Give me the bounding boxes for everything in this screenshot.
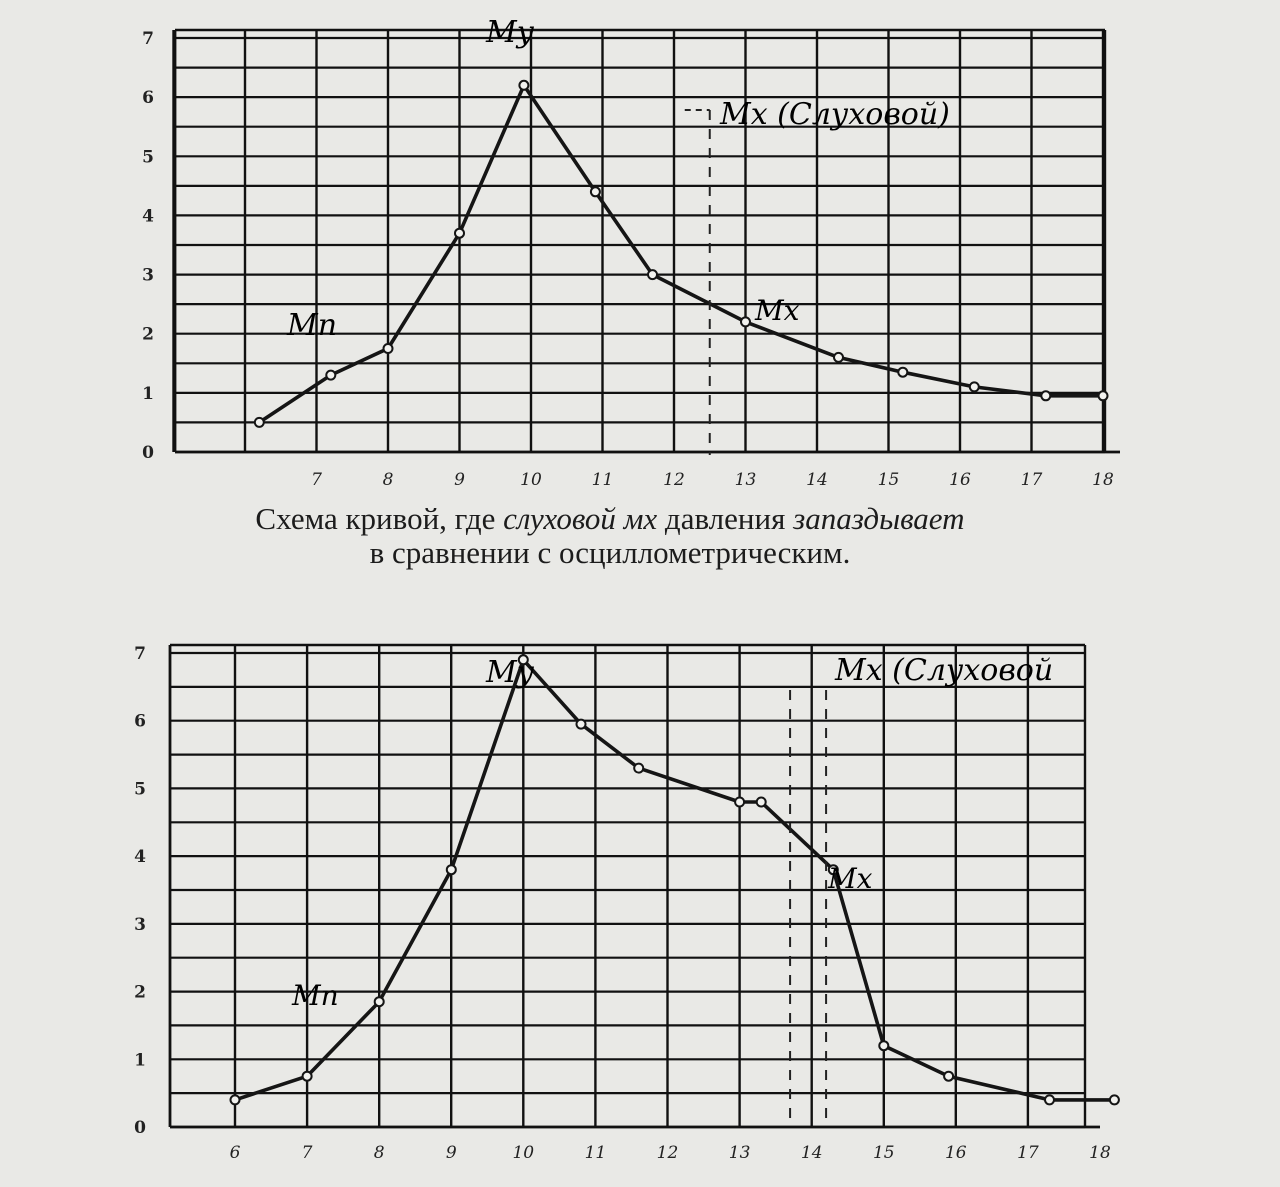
chart-top-data-point [741, 317, 750, 326]
chart-top-x-tick-label: 10 [520, 470, 542, 490]
chart-bottom-y-tick-label: 5 [134, 779, 146, 800]
chart-bottom-x-tick-label: 6 [229, 1143, 241, 1163]
chart-top-y-tick-label: 6 [142, 88, 154, 109]
chart-top-x-tick-label: 16 [949, 470, 971, 490]
chart-bottom-x-tick-label: 13 [728, 1143, 751, 1163]
chart-bottom-series [235, 660, 1114, 1100]
chart-top-data-point [1099, 391, 1108, 400]
caption-part-2: давления [657, 501, 794, 536]
chart-bottom-data-point [757, 798, 766, 807]
chart-bottom-data-point [1110, 1095, 1119, 1104]
chart-top-y-tick-label: 5 [142, 147, 154, 168]
chart-bottom-label-mx-hearing: Мх (Слуховой [835, 653, 1054, 688]
chart-top-data-point [1041, 391, 1050, 400]
chart-top-y-tick-label: 0 [142, 443, 154, 463]
chart-top-y-ticks [142, 29, 154, 463]
chart-bottom-series-line [235, 660, 1114, 1100]
caption-line-2: в сравнении с осциллометрическим. [369, 535, 851, 570]
chart-bottom-y-tick-label: 0 [134, 1118, 146, 1138]
chart-top-x-tick-label: 12 [663, 470, 685, 490]
chart-top-data-point [834, 353, 843, 362]
chart-top-data-point [326, 371, 335, 380]
chart-top-x-tick-label: 7 [311, 470, 322, 490]
chart-bottom-y-tick-label: 2 [134, 982, 146, 1003]
chart-bottom-y-tick-label: 3 [134, 914, 146, 935]
chart-bottom-y-ticks [134, 644, 146, 1138]
chart-top-y-tick-label: 1 [142, 383, 154, 404]
chart-top [142, 15, 1120, 490]
chart-bottom-grid [170, 645, 1100, 1127]
chart-bottom-x-ticks [230, 1143, 1111, 1163]
chart-top-x-tick-label: 8 [382, 470, 394, 490]
chart-bottom-y-tick-label: 6 [134, 711, 146, 732]
chart-top-data-point [384, 344, 393, 353]
chart-top-data-point [255, 418, 264, 427]
chart-top-data-point [648, 270, 657, 279]
chart-bottom-x-tick-label: 16 [944, 1143, 967, 1163]
chart-bottom-data-point [231, 1095, 240, 1104]
caption-part-1: Схема кривой, где [255, 501, 504, 536]
chart-top-label-mx-hearing: Мх (Слуховой) [720, 97, 950, 132]
figure-caption [0, 502, 1220, 570]
chart-bottom-y-tick-label: 7 [134, 644, 146, 664]
chart-top-data-point [591, 187, 600, 196]
chart-bottom-data-point [735, 798, 744, 807]
chart-bottom-x-tick-label: 14 [800, 1143, 823, 1163]
chart-bottom-data-point [879, 1041, 888, 1050]
chart-bottom-data-point [577, 720, 586, 729]
chart-top-x-tick-label: 15 [877, 470, 900, 490]
chart-bottom-y-tick-label: 4 [134, 847, 146, 868]
caption-italic-1: слуховой мх [503, 501, 658, 536]
chart-top-series-line [259, 85, 1103, 422]
chart-top-x-tick-label: 17 [1020, 470, 1043, 490]
chart-top-label-mx: Мх [755, 294, 800, 327]
chart-top-y-tick-label: 7 [142, 29, 154, 49]
chart-bottom-x-tick-label: 15 [872, 1143, 895, 1163]
chart-top-data-point [519, 81, 528, 90]
chart-bottom [134, 644, 1119, 1163]
chart-top-data-point [455, 229, 464, 238]
chart-bottom-data-point [303, 1072, 312, 1081]
chart-bottom-x-tick-label: 9 [445, 1143, 457, 1163]
chart-bottom-x-tick-label: 18 [1089, 1143, 1111, 1163]
chart-bottom-data-point [447, 865, 456, 874]
chart-top-data-point [970, 382, 979, 391]
chart-bottom-data-point [634, 764, 643, 773]
chart-bottom-label-mn: Мп [292, 979, 339, 1012]
chart-bottom-x-tick-label: 10 [512, 1143, 535, 1163]
chart-bottom-x-tick-label: 17 [1017, 1143, 1039, 1163]
chart-bottom-data-point [944, 1072, 953, 1081]
caption-italic-2: запаздывает [793, 501, 965, 536]
chart-bottom-data-point [375, 997, 384, 1006]
chart-top-label-my: Му [486, 15, 535, 50]
chart-top-points [255, 81, 1108, 427]
caption-line-1 [0, 502, 1220, 536]
chart-bottom-x-tick-label: 7 [301, 1143, 313, 1163]
chart-top-data-point [898, 368, 907, 377]
chart-bottom-x-tick-label: 8 [373, 1143, 385, 1163]
chart-bottom-label-mx: Мх [828, 862, 873, 895]
chart-bottom-y-tick-label: 1 [134, 1050, 146, 1071]
chart-top-y-tick-label: 3 [142, 265, 154, 286]
chart-top-series [259, 85, 1103, 422]
chart-bottom-points [231, 655, 1119, 1104]
chart-top-y-tick-label: 2 [142, 324, 154, 345]
chart-top-x-tick-label: 14 [806, 470, 828, 490]
chart-top-x-tick-label: 13 [734, 470, 757, 490]
chart-bottom-label-my: Му [486, 655, 535, 690]
chart-top-y-tick-label: 4 [142, 206, 154, 227]
chart-bottom-data-point [1045, 1095, 1054, 1104]
chart-bottom-x-tick-label: 12 [656, 1143, 679, 1163]
chart-top-x-tick-label: 9 [454, 470, 465, 490]
chart-top-label-mn: Мп [287, 308, 338, 343]
chart-top-x-tick-label: 18 [1092, 470, 1114, 490]
chart-bottom-x-tick-label: 11 [584, 1143, 607, 1163]
chart-top-x-ticks [311, 470, 1114, 490]
chart-top-x-tick-label: 11 [591, 470, 614, 490]
